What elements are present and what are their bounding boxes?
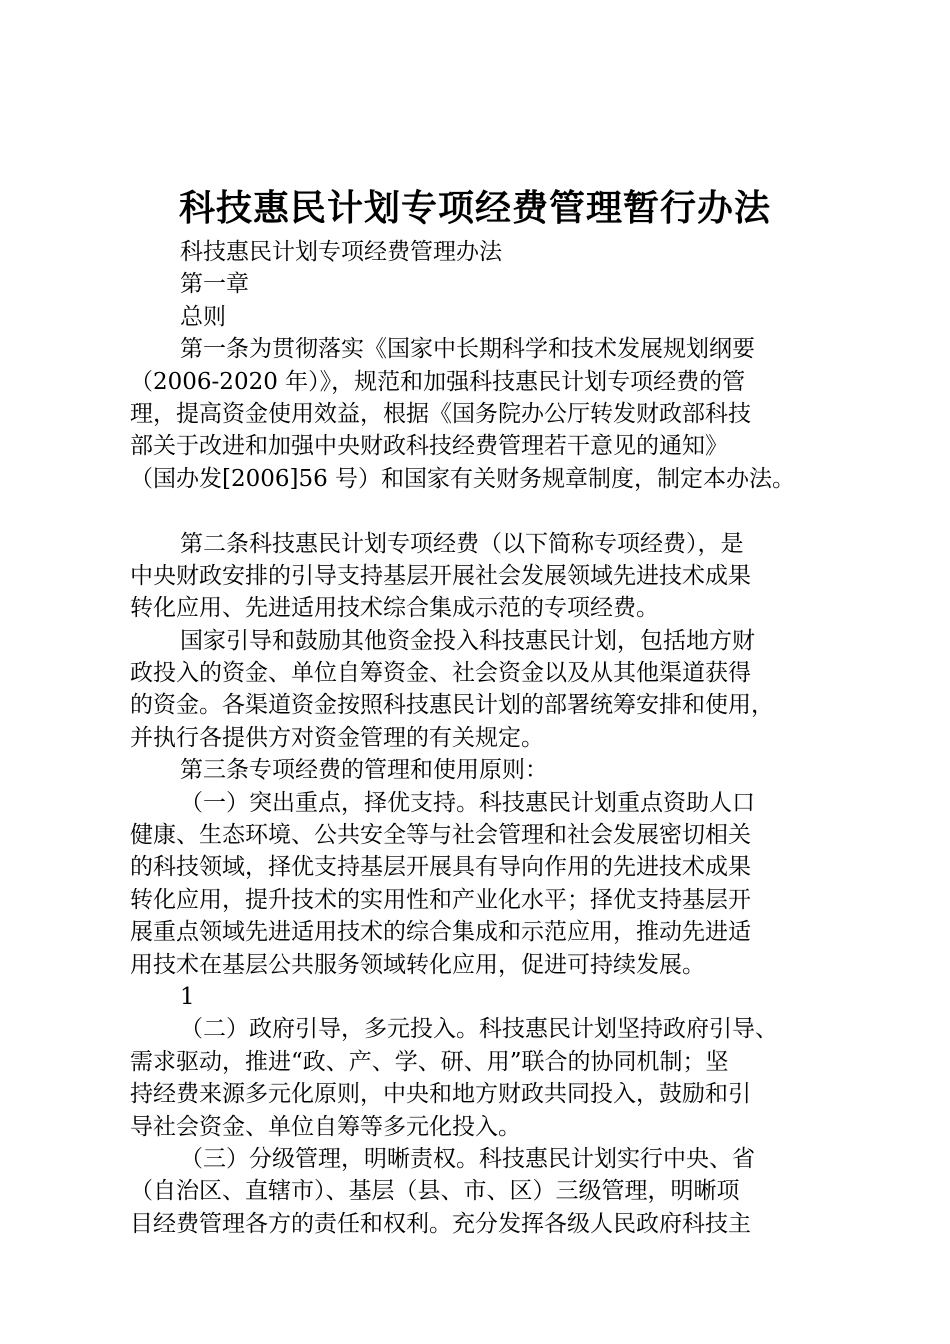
principle-1-line: 用技术在基层公共服务领域转化应用，促进可持续发展。 (130, 951, 705, 978)
paragraph-gap (130, 495, 830, 527)
principle-2-line: （二）政府引导，多元投入。科技惠民计划坚持政府引导、 (180, 1016, 778, 1043)
page-number: 1 (180, 983, 195, 1010)
article-2-line: 中央财政安排的引导支持基层开展社会发展领域先进技术成果 (130, 562, 751, 589)
subtitle-line: 科技惠民计划专项经费管理办法 (180, 239, 502, 265)
article-2-para-line: 的资金。各渠道资金按照科技惠民计划的部署统筹安排和使用， (130, 692, 774, 719)
principle-3-line: （三）分级管理，明晰责权。科技惠民计划实行中央、省 (180, 1145, 755, 1172)
article-2-para-line: 并执行各提供方对资金管理的有关规定。 (130, 724, 544, 751)
principle-1-line: （一）突出重点，择优支持。科技惠民计划重点资助人口 (180, 789, 755, 816)
principle-2-line: 导社会资金、单位自筹等多元化投入。 (130, 1113, 521, 1140)
article-2-line: 转化应用、先进适用技术综合集成示范的专项经费。 (130, 595, 659, 622)
principle-2-line: 需求驱动，推进“政、产、学、研、用”联合的协同机制；坚 (130, 1048, 729, 1075)
article-1-line: 部关于改进和加强中央财政科技经费管理若干意见的通知》 (130, 433, 728, 460)
principle-2-line: 持经费来源多元化原则，中央和地方财政共同投入，鼓励和引 (130, 1081, 751, 1108)
chapter-heading: 第一章 (180, 271, 249, 298)
article-2-para-line: 政投入的资金、单位自筹资金、社会资金以及从其他渠道获得 (130, 660, 751, 687)
principle-1-line: 的科技领域，择优支持基层开展具有导向作用的先进技术成果 (130, 854, 751, 881)
article-1-line: （2006-2020 年）》，规范和加强科技惠民计划专项经费的管 (130, 368, 746, 395)
article-1-line: （国办发[2006]56 号）和国家有关财务规章制度，制定本办法。 (130, 465, 796, 492)
article-2-line: 第二条科技惠民计划专项经费（以下简称专项经费），是 (180, 530, 744, 557)
article-3-heading: 第三条专项经费的管理和使用原则： (180, 757, 548, 784)
principle-3-line: 目经费管理各方的责任和权利。充分发挥各级人民政府科技主 (130, 1210, 751, 1237)
chapter-subheading: 总则 (180, 303, 226, 330)
principle-1-line: 健康、生态环境、公共安全等与社会管理和社会发展密切相关 (130, 822, 751, 849)
principle-1-line: 展重点领域先进适用技术的综合集成和示范应用，推动先进适 (130, 919, 751, 946)
article-1-line: 理，提高资金使用效益，根据《国务院办公厅转发财政部科技 (130, 400, 751, 427)
document-body (130, 236, 830, 1240)
principle-1-line: 转化应用，提升技术的实用性和产业化水平；择优支持基层开 (130, 886, 751, 913)
document-title: 科技惠民计划专项经费管理暂行办法 (178, 187, 771, 229)
article-2-para-line: 国家引导和鼓励其他资金投入科技惠民计划，包括地方财 (180, 627, 755, 654)
article-1-line: 第一条为贯彻落实《国家中长期科学和技术发展规划纲要 (180, 336, 755, 363)
principle-3-line: （自治区、直辖市）、基层（县、市、区）三级管理，明晰项 (130, 1178, 740, 1205)
